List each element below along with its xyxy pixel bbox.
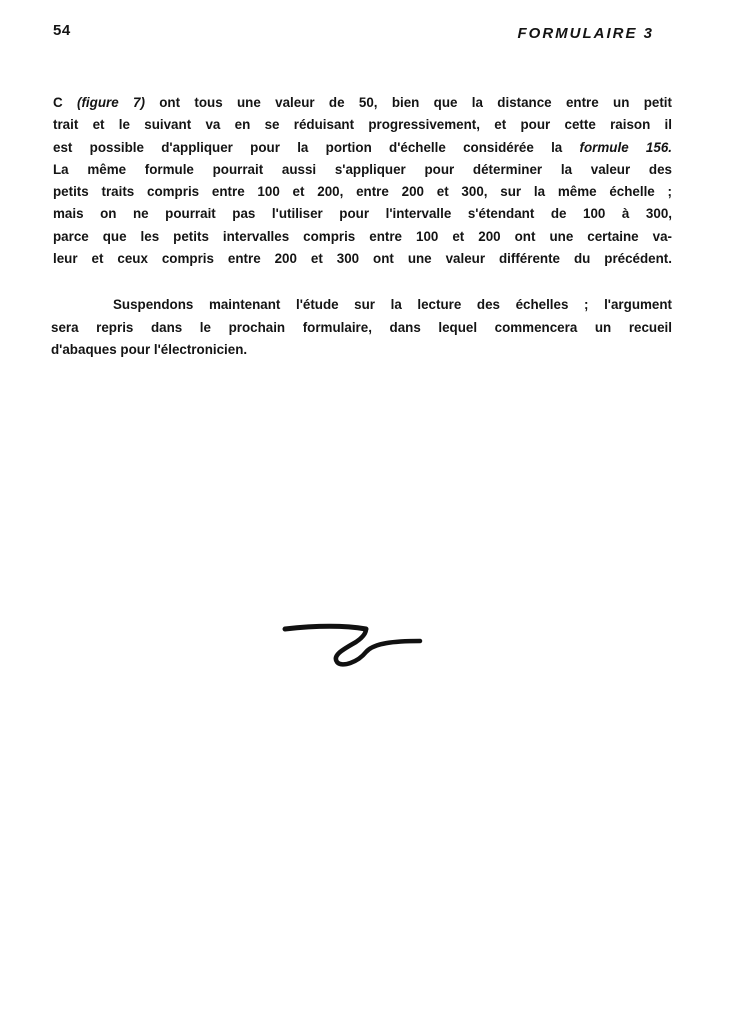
paragraph-1-line-6: mais on ne pourrait pas l'utiliser pour l'intervalle s'étendant de 100 à 300, <box>53 206 672 222</box>
paragraph-1 <box>53 92 672 270</box>
paragraph-2-line-2: sera repris dans le prochain formulaire, dans lequel commencera un recueil <box>51 319 672 335</box>
paragraph-2-line-1: Suspendons maintenant l'étude sur la lecture des échelles ; l'argument <box>113 297 672 312</box>
paragraph-1-line-3: est possible d'appliquer pour la portion d'échelle considérée la formule 156. <box>53 139 672 155</box>
figure-reference: (figure 7) <box>77 95 145 110</box>
paragraph-1-line-4: La même formule pourrait aussi s'appliquer pour déterminer la valeur des <box>53 161 672 177</box>
end-of-section-flourish-icon <box>282 612 424 674</box>
paragraph-2-line-3: d'abaques pour l'électronicien. <box>51 342 248 357</box>
formula-reference: formule 156. <box>579 139 672 155</box>
paragraph-1-line-7: parce que les petits intervalles compris entre 100 et 200 ont une certaine va- <box>53 228 672 244</box>
paragraph-1-line-1: C (figure 7) ont tous une valeur de 50, bien que la distance entre un petit <box>53 95 672 110</box>
paragraph-1-line-5: petits traits compris entre 100 et 200, entre 200 et 300, sur la même échelle ; <box>53 184 672 200</box>
paragraph-2 <box>51 294 672 362</box>
page-number: 54 <box>53 22 71 39</box>
paragraph-1-line-2: trait et le suivant va en se réduisant progressivement, et pour cette raison il <box>53 117 672 133</box>
running-title: FORMULAIRE 3 <box>517 25 654 42</box>
paragraph-1-line-8: leur et ceux compris entre 200 et 300 ont une valeur différente du précédent. <box>53 251 672 267</box>
